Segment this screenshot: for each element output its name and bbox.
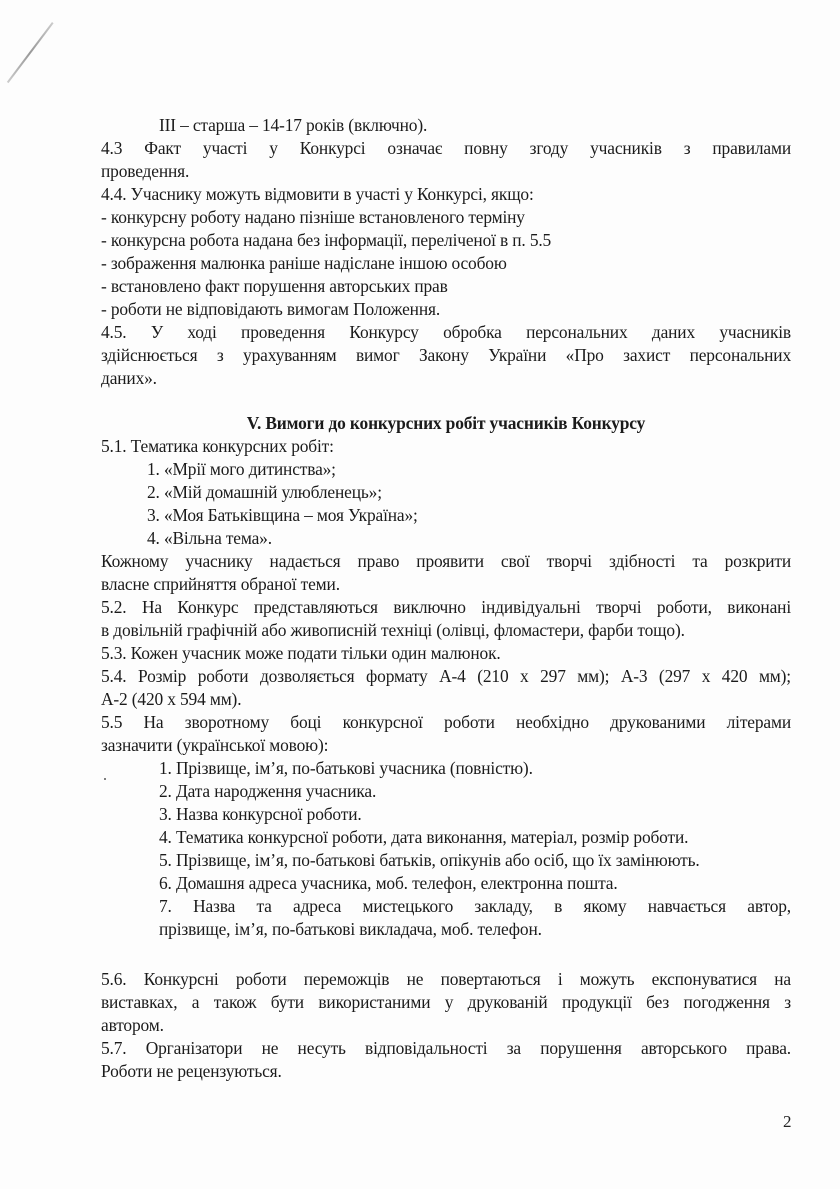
age-group-senior: ІІІ – старша – 14-17 років (включно). [159, 115, 428, 135]
list-item: 2. Дата народження учасника. [159, 781, 377, 801]
paragraph-4-4: 4.4. Учаснику можуть відмовити в участі у Конкурсі, якщо: - конкурсну роботу надано пізніше встановленого терміну - конкурсна робота надана без інформації, переліченої в п. 5.5 - зображення малюнка раніше надіслане іншою особою - встановлено факт порушення авторських прав - роботи не відповідають вимогам Положення. [101, 183, 791, 321]
paragraph-4-3: 4.3 Факт участі у Конкурсі означає повну згоду учасників з правилами проведення. [101, 138, 791, 181]
paragraph-5-2: 5.2. На Конкурс представляються виключно індивідуальні творчі роботи, виконані в довільній графічній або живописній техніці (олівці, фломастери, фарби тощо). [101, 597, 791, 640]
paragraph-4-5: 4.5. У ході проведення Конкурсу обробка персональних даних учасників здійснюється з урахуванням вимог Закону України «Про захист персональних даних». [101, 322, 791, 388]
list-item: - конкурсну роботу надано пізніше встановленого терміну [101, 207, 525, 227]
paragraph-5-7: 5.7. Організатори не несуть відповідальності за порушення авторського права. Роботи не рецензуються. [101, 1038, 791, 1081]
list-item: - роботи не відповідають вимогам Положення. [101, 299, 441, 319]
paragraph-5-4: 5.4. Розмір роботи дозволяється формату А-4 (210 х 297 мм); А-3 (297 х 420 мм); А-2 (420 х 594 мм). [101, 666, 791, 709]
document-body [101, 114, 791, 1083]
blank-line [101, 941, 791, 964]
list-item: 5. Прізвище, ім’я, по-батькові батьків, опікунів або осіб, що їх замінюють. [159, 850, 700, 870]
list-item: - встановлено факт порушення авторських прав [101, 276, 448, 296]
paragraph-5-6: 5.6. Конкурсні роботи переможців не повертаються і можуть експонуватися на виставках, а також бути використаними у друкованій продукції без погодження з автором. [101, 969, 791, 1035]
paragraph-each-participant: Кожному учаснику надається право проявити свої творчі здібності та розкрити власне сприйняття обраної теми. [101, 551, 791, 594]
page-number: 2 [783, 1112, 792, 1131]
list-item: 2. «Мій домашній улюбленець»; [147, 482, 382, 502]
list-item: 1. Прізвище, ім’я, по-батькові учасника (повністю). [159, 758, 533, 778]
paragraph-5-5: 5.5 На зворотному боці конкурсної роботи необхідно друкованими літерами зазначити (української мовою): 1. Прізвище, ім’я, по-батькові учасника (повністю). 2. Дата народження учасника. 3. Назва конкурсної роботи. 4. Тематика конкурсної роботи, дата виконання, матеріал, розмір роботи. 5. Прізвище, ім’я, по-батькові батьків, опікунів або осіб, що їх замінюють. 6. Домашня адреса учасника, моб. телефон, електронна пошта. 7. Назва та адреса мистецького закладу, в якому навчається автор, прізвище, ім’я, по-батькові викладача, моб. телефон. [101, 712, 791, 939]
list-item: - конкурсна робота надана без інформації, переліченої в п. 5.5 [101, 230, 552, 250]
list-item: - зображення малюнка раніше надіслане іншою особою [101, 253, 507, 273]
list-item: 7. Назва та адреса мистецького закладу, в якому навчається автор, прізвище, ім’я, по-батькові викладача, моб. телефон. [159, 896, 791, 939]
list-item: 3. Назва конкурсної роботи. [159, 804, 362, 824]
list-item: 1. «Мрії мого дитинства»; [147, 459, 336, 479]
scan-artifact-line [7, 22, 54, 83]
paragraph-5-1: 5.1. Тематика конкурсних робіт: 1. «Мрії мого дитинства»; 2. «Мій домашній улюбленець»; 3. «Моя Батьківщина – моя Україна»; 4. «Вільна тема». [101, 435, 791, 550]
section-5-heading: V. Вимоги до конкурсних робіт учасників Конкурсу [246, 413, 646, 433]
list-item: 4. «Вільна тема». [147, 528, 272, 548]
list-item: 4. Тематика конкурсної роботи, дата виконання, матеріал, розмір роботи. [159, 827, 689, 847]
list-item: 6. Домашня адреса учасника, моб. телефон, електронна пошта. [159, 873, 618, 893]
paragraph-5-3: 5.3. Кожен учасник може подати тільки один малюнок. [101, 643, 501, 663]
list-item: 3. «Моя Батьківщина – моя Україна»; [147, 505, 418, 525]
